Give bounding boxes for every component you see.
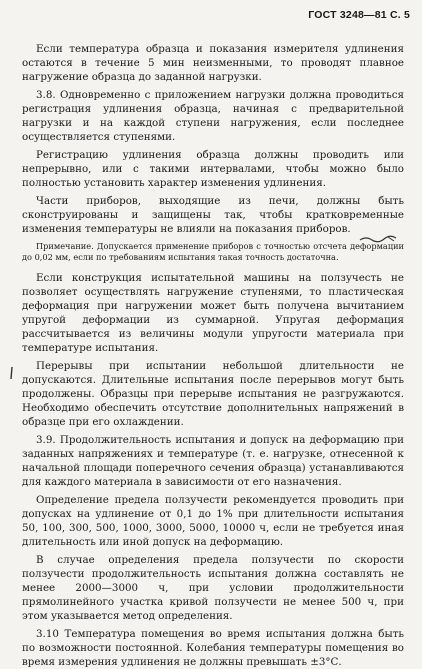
margin-mark-icon: [8, 366, 16, 380]
paragraph-6: Если конструкция испытательной машины на ползучесть не позволяет осуществлять нагружение ступенями, то пластическая деформация при нагружении может быть получена вычитанием упругой деформации из суммарной. Упругая деформация рассчитывается из величины модули упругости материала при температуре испытания.: [22, 272, 404, 354]
document-body: [22, 42, 404, 669]
handwritten-mark-icon: [358, 234, 398, 244]
paragraph-9: Определение предела ползучести рекомендуется проводить при допусках на удлинение от 0,1 до 1% при длительности испытания 50, 100, 300, 500, 1000, 3000, 5000, 10000 ч, если не требуется иная длительность или иной допуск на деформацию.: [22, 494, 404, 548]
paragraph-3-10: 3.10 Температура помещения во время испытания должна быть по возможности постоянной. Колебания температуры помещения во время измерения удлинения не должны превышать ±3°С.: [22, 628, 404, 668]
paragraph-3-8: 3.8. Одновременно с приложением нагрузки должна проводиться регистрация удлинения образца, начиная с предварительной нагрузки и на каждой ступени нагружения, если последнее осуществляется ступенями.: [22, 89, 404, 143]
paragraph-3: Регистрацию удлинения образца должны проводить или непрерывно, или с такими интервалами, чтобы можно было полностью установить характер изменения удлинения.: [22, 149, 404, 189]
paragraph-4: Части приборов, выходящие из печи, должны быть сконструированы и защищены так, чтобы кратковременные изменения температуры не влияли на показания приборов.: [22, 195, 404, 235]
page-header: ГОСТ 3248—81 С. 5: [308, 9, 410, 21]
paragraph-7: Перерывы при испытании небольшой длительности не допускаются. Длительные испытания после перерывов могут быть продолжены. Образцы при перерыве испытания не разгружаются. Необходимо обеспечить отсутствие дополнительных напряжений в образце при его охлаждении.: [22, 360, 404, 428]
paragraph-10: В случае определения предела ползучести по скорости ползучести продолжительность испытания должна составлять не менее 2000—3000 ч, при условии продолжительности прямолинейного участка кривой ползучести не менее 500 ч, при этом указывается метод определения.: [22, 554, 404, 622]
paragraph-3-9: 3.9. Продолжительность испытания и допуск на деформацию при заданных напряжениях и температуре (т. е. нагрузке, отнесенной к начальной площади поперечного сечения образца) устанавливаются для каждого материала в зависимости от его назначения.: [22, 434, 404, 488]
paragraph-1: Если температура образца и показания измерителя удлинения остаются в течение 5 мин неизменными, то проводят плавное нагружение образца до заданной нагрузки.: [22, 43, 404, 83]
note-paragraph: Примечание. Допускается применение приборов с точностью отсчета деформации до 0,02 мм, если по требованиям испытания такая точность достаточна.: [22, 241, 404, 262]
